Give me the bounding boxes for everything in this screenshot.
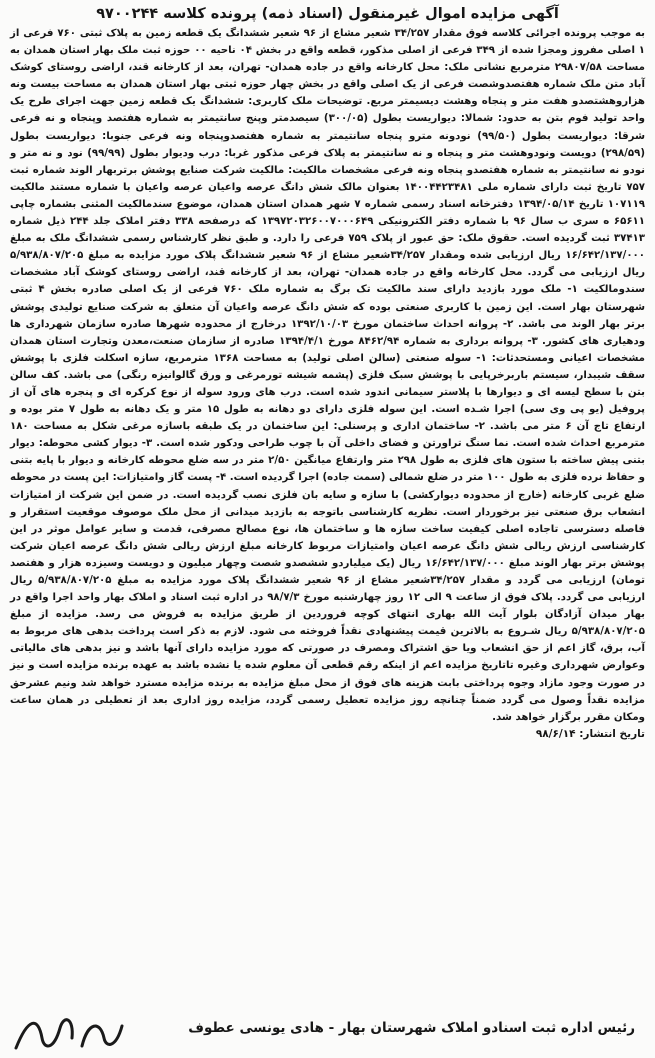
notice-paragraph: به موجب پرونده اجرائی کلاسه فوق مقدار ۳۴/۲۵۷ شعیر مشاع از ۹۶ شعیر ششدانگ یک قطعه زمین به پلاک ثبتی ۷۶۰ فرعی از ۱ اصلی مفروز ومجزا شده از ۳۴۹ فرعی از اصلی مذکور، قطعه واقع در بخش ۰۴ ناحیه ۰۰ حوزه ثبت ملک بهار استان همدان به مساحت ۲۹۸۰۷/۵۸ مترمربع نشانی ملک: محل کارخانه واقع در جاده همدان- تهران، بعد از کارخانه قند، اراضی روستای کوشک آباد متن ملک شماره هفتصدوشصت فرعی از یک اصلی واقع در بخش چهار حوزه ثبتی بهار استان همدان به مساحت بیست ونه هزاروهشتصدو هفت متر و پنجاه وهشت دیسیمتر مربع. توضیحات ملک کاربری: ششدانگ یک قطعه زمین جهت اجرای طرح یک واحد تولید فوم بتن به حدود: شمالا: دیواریست بطول (۳۰۰/۰۵) سیصدمتر وپنج سانتیمتر به شماره هفتصد وپنجاه و نه فرعی شرقا: دیواریست بطول (۹۹/۵۰) نودونه مترو پنجاه سانتیمتر به شماره هفتصدوپنجاه ونه فرعی جنوبا: دیواریست بطول (۲۹۸/۵۹) دویست ونودوهشت متر و پنجاه و نه سانتیمتر به پلاک فرعی مذکور غربا: درب ودیوار بطول (۹۹/۹۹) نود و نه متر و نودو نه سانتیمتر به شماره هفتصدو پنجاه ونه فرعی مشخصات مالکیت: مالکیت شرکت صنایع پوشش برتربهار الوند شماره ثبت ۷۵۷ تاریخ ثبت دارای شماره ملی ۱۴۰۰۴۴۲۳۴۸۱ بعنوان مالک شش دانگ عرصه واعیان عرصه واعیان با شماره مستند مالکیت ۱۰۷۱۱۹ تاریخ ۱۳۹۴/۰۵/۱۴ دفترخانه اسناد رسمی شماره ۷ شهر همدان استان همدان، موضوع سندمالکیت المثنی بشماره چاپی ۶۵۶۱۱ ه سری ب سال ۹۶ با شماره دفتر الکترونیکی ۱۳۹۷۲۰۳۲۶۰۰۷۰۰۰۶۴۹ که درصفحه ۳۳۸ دفتر املاک جلد ۲۴۴ ذیل شماره ۳۷۴۱۳ ثبت گردیده است. حقوق ملک: حق عبور از پلاک ۷۵۹ فرعی را دارد. و طبق نظر کارشناس رسمی ششدانگ ملک به مبلغ ۱۶/۶۴۲/۱۳۷/۰۰۰ ریال ارزیابی شده ومقدار ۳۴/۲۵۷شعیر مشاع از ۹۶ شعیر ششدانگ پلاک مورد مزایده به مبلغ ۵/۹۳۸/۸۰۷/۲۰۵ ریال ارزیابی می گردد. محل کارخانه واقع در جاده همدان- تهران، بعد از کارخانه قند، اراضی روستای کوشک آباد مشخصات سندومالکیت ۱- ملک مورد بازدید دارای سند مالکیت تک برگ به شماره ملک ۷۶۰ فرعی از یک اصلی صادره بخش ۴ ثبتی شهرستان بهار است. این زمین با کاربری صنعتی بوده که شش دانگ عرصه واعیان آن متعلق به شرکت صنایع تولیدی پوشش برتر بهار الوند می باشد. ۲- پروانه احداث ساختمان مورخ ۱۳۹۲/۱۰/۰۳ درخارج از محدوده شهرها صادره سازمان شهرداری ها ودهیاری های کشور. ۳- پروانه برداری به شماره ۸۴۶۲/۹۴ مورخ ۱۳۹۴/۴/۱ صادره از سازمان صنعت،معدن وتجارت استان همدان مشخصات اعیانی ومستحدثات: ۱- سوله صنعتی (سالن اصلی تولید) به مساحت ۱۳۶۸ مترمربع، سازه اسکلت فلزی با پوشش سقف شیبدار، سیستم باربرخرپایی با پوشش سبک فلزی (پشمه شیشه تورمرغی و ورق گالوانیزه رنگی) می باشد. کف سالن بتن با سطح لیسه ای و دیوارها با پلاستر سیمانی اندود شده است. درب های ورود سوله از نوع کرکره ای و پنجره های آن از پروفیل (یو پی وی سی) اجرا شـده است. این سوله فلزی دارای دو دهانه به طول ۱۵ متر و یک دهانه به طول ۷ متر بوده و ارتفاع تاج آن ۶ متر می باشد. ۲- ساختمان اداری و پرسنلی: این ساختمان در یک طبقه باسازه مرغی شکل به مساحت ۱۸۰ مترمربع احداث شده است. نما سنگ تراورتن و فضای داخلی آن با چوب طراحی ودکور شده است. ۳- دیوار کشی محوطه: دیوار بتنی پیش ساخته با ستون های فلزی به طول ۲۹۸ متر وارتفاع میانگین ۲/۵۰ متر در سه ضلع محوطه کارخانه و دیوار با پایه بتنی و حفاظ نرده فلزی به طول ۱۰۰ متر در ضلع شمالی (سمت جاده) اجرا گردیده است. ۴- پست گاز وامتیازات: این پست در محوطه ضلع غربی کارخانه (خارج از محدوده دیوارکشی) با سازه و سایه بان فلزی نصب گردیده است. در ضمن این شرکت از امتیازات انشعاب برق صنعتی نیز برخوردار است. نظریه کارشناسی باتوجه به بازدید میدانی از محل ملک موصوف موقعیت استقرار و فاصله دسترسی تاجاده اصلی کیفیت ساخت سازه ها و ساختمان ها، نوع مصالح مصرفی، قدمت و سایر عوامل موثر در این کارشناسی ارزش ریالی شش دانگ عرصه اعیان وامتیازات مربوط کارخانه مبلغ ارزش ریالی شش دانگ عرصه اعیان شرکت پوشش برتر بهار الوند مبلغ ۱۶/۶۴۲/۱۳۷/۰۰۰ ریال (یک میلیاردو ششصدو شصت وچهار میلیون و دویست وسیزده هزار و هفتصد تومان) ارزیابی می گردد و مقدار ۳۴/۲۵۷شعیر مشاع از ۹۶ شعیر ششدانگ پلاک مورد مزایده به مبلغ ۵/۹۳۸/۸۰۷/۲۰۵ ریال ارزیابی می گردد. پلاک فوق از ساعت ۹ الی ۱۲ روز چهارشنبه مورخ ۹۸/۷/۳ در اداره ثبت اسناد و املاک بهار واحد اجرا واقع در بهار میدان آزادگان بلوار آیت الله بهاری انتهای کوچه فروردین از طریق مزایده به فروش می رسد. مزایده از مبلغ ۵/۹۳۸/۸۰۷/۲۰۵ ریال شـروع به بالاترین قیمت پیشنهادی نقداً فروخته می شود. لازم به ذکر است پرداخت بدهی های مربوط به آب، برق، گاز اعم از حق انشعاب ویا حق اشتراک ومصرف در صورتی که مورد مزایده دارای آنها باشد و نیز بدهی های مالیاتی وعوارض شهرداری وغیره تاتاریخ مزایده اعم از اینکه رقم قطعی آن معلوم شده یا نشده باشد به عهده برنده مزایده است و نیز در صورت وجود مازاد وجوه پرداختی بابت هزینه های فوق از محل مبلغ مزایده به برنده مزایده مسترد خواهد شد ونیم عشرحق مزایده نقداً وصول می گردد ضمناً چنانچه روز مزایده تعطیل رسمی گردد، مزایده روز اداری بعد از تعطیلی در همان ساعت ومکان مقرر برگزار خواهد شد. xyxy=(10,28,646,723)
notice-title: آگهی مزایده اموال غیرمنقول (اسناد ذمه) پرونده کلاسه ۹۷۰۰۲۴۴ xyxy=(96,6,559,22)
handwritten-mark-icon xyxy=(8,1008,128,1056)
publish-date-line xyxy=(10,726,645,743)
publish-date-label: تاریخ انتشار: xyxy=(579,727,645,740)
signature-line: رئیس اداره ثبت اسنادو املاک شهرستان بهار - هادی یونسی عطوف xyxy=(188,1020,635,1036)
publish-date: ۹۸/۶/۱۴ xyxy=(535,727,576,740)
notice-body xyxy=(10,25,645,726)
